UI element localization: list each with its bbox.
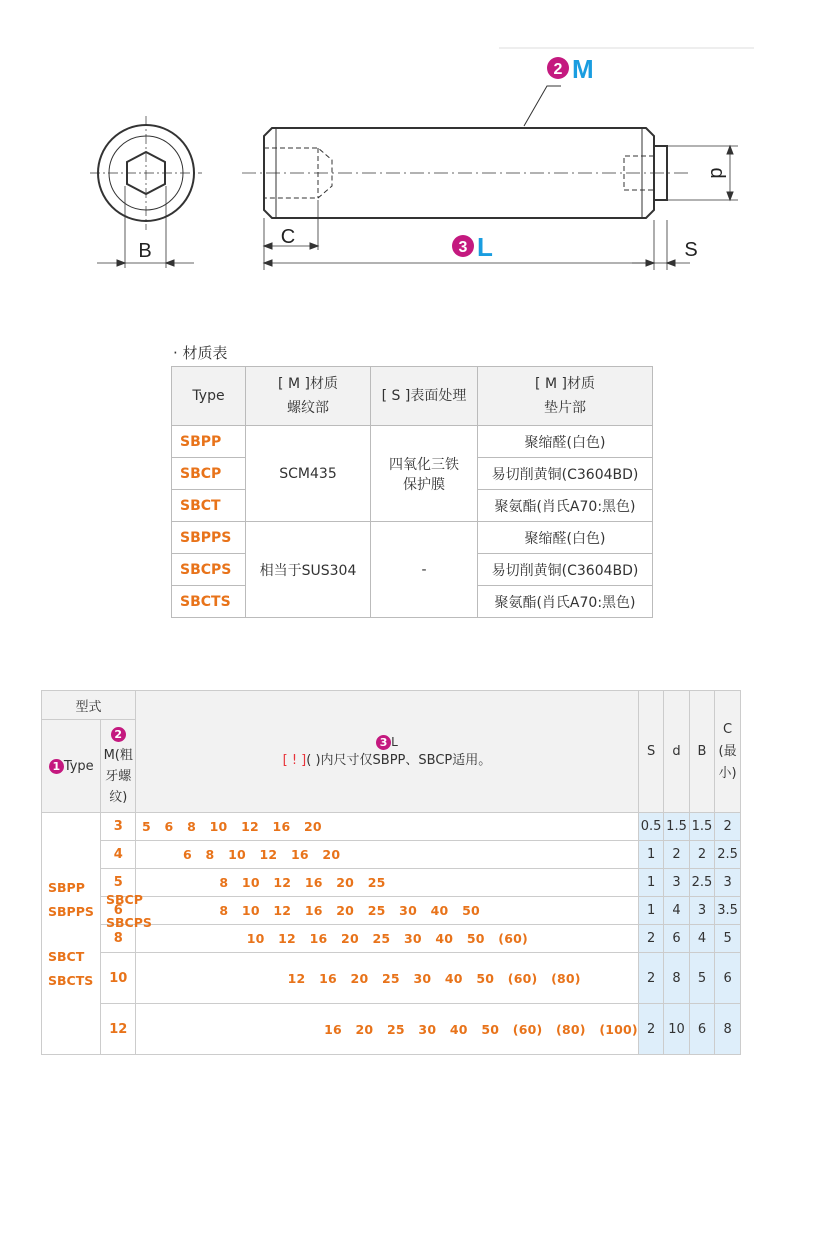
length-values: 16 20 25 30 40 50 (60) (80) (100) xyxy=(136,1004,639,1055)
type-code: SBCTS xyxy=(172,586,246,618)
header-m-thread: [ M ]材质 螺纹部 xyxy=(246,367,371,426)
value-s: 2 xyxy=(638,1004,663,1055)
value-s: 1 xyxy=(638,897,663,925)
value-b: 1.5 xyxy=(689,813,714,841)
value-d: 2 xyxy=(664,841,689,869)
table-row xyxy=(42,1004,741,1055)
value-c: 3 xyxy=(715,869,741,897)
thread-size: 10 xyxy=(101,953,136,1004)
header-type: Type xyxy=(172,367,246,426)
header-type-text: Type xyxy=(63,758,94,774)
header-s-surface: [ S ]表面处理 xyxy=(371,367,478,426)
label-l: L xyxy=(477,232,493,262)
value-d: 3 xyxy=(664,869,689,897)
length-values: 12 16 20 25 30 40 50 (60) (80) xyxy=(136,953,639,1004)
value-c: 2 xyxy=(715,813,741,841)
value-b: 4 xyxy=(689,925,714,953)
material-table xyxy=(171,366,653,618)
table-row xyxy=(42,869,741,897)
header-l xyxy=(136,691,639,813)
value-b: 2.5 xyxy=(689,869,714,897)
value-s: 2 xyxy=(638,925,663,953)
pad-material: 聚氨酯(肖氏A70:黑色) xyxy=(478,586,653,618)
thread-material: 相当于SUS304 xyxy=(246,522,371,618)
type-code: SBPPS xyxy=(172,522,246,554)
type-code: SBCPS xyxy=(172,554,246,586)
type-code: SBCTS xyxy=(48,973,94,988)
table-row xyxy=(42,813,741,841)
header-l-note-text: ( )内尺寸仅SBPP、SBCP适用。 xyxy=(306,753,492,768)
spec-table xyxy=(41,690,741,1055)
value-c: 5 xyxy=(715,925,741,953)
length-values: 10 12 16 20 25 30 40 50 (60) xyxy=(136,925,639,953)
material-row xyxy=(172,426,653,458)
dim-c-label: C xyxy=(280,226,296,248)
material-row xyxy=(172,522,653,554)
pad-material: 易切削黄铜(C3604BD) xyxy=(478,458,653,490)
spec-body xyxy=(42,813,741,1055)
badge-1-icon: 1 xyxy=(49,759,64,774)
warning-mark-icon: [ ! ] xyxy=(282,753,307,768)
value-b: 2 xyxy=(689,841,714,869)
thread-size: 8 xyxy=(101,925,136,953)
type-code: SBPP xyxy=(48,880,85,895)
value-d: 4 xyxy=(664,897,689,925)
value-s: 1 xyxy=(638,841,663,869)
type-code: SBCT xyxy=(48,949,85,964)
thread-size: 4 xyxy=(101,841,136,869)
badge-2-icon: 2 xyxy=(111,727,126,742)
spec-header-row-1 xyxy=(42,691,741,720)
type-code: SBCT xyxy=(172,490,246,522)
pad-material: 易切削黄铜(C3604BD) xyxy=(478,554,653,586)
dim-s-label: S xyxy=(684,239,698,261)
type-code: SBCP xyxy=(106,892,143,907)
header-b: B xyxy=(689,691,714,813)
header-l-note xyxy=(283,753,492,768)
header-m: 2 M(粗 牙螺 纹) xyxy=(101,720,136,813)
badge-3-number: 3 xyxy=(458,239,468,256)
value-b: 3 xyxy=(689,897,714,925)
value-s: 2 xyxy=(638,953,663,1004)
dim-d-label: d xyxy=(706,167,728,179)
thread-size: 6 xyxy=(101,897,136,925)
header-d: d xyxy=(664,691,689,813)
type-code: SBPP xyxy=(172,426,246,458)
value-b: 5 xyxy=(689,953,714,1004)
badge-3-icon: 3 xyxy=(376,735,391,750)
thread-material: SCM435 xyxy=(246,426,371,522)
value-s: 0.5 xyxy=(638,813,663,841)
material-caption-text: 材质表 xyxy=(182,344,228,362)
value-c: 8 xyxy=(715,1004,741,1055)
length-values: 8 10 12 16 20 25 30 40 50 xyxy=(136,897,639,925)
value-d: 1.5 xyxy=(664,813,689,841)
value-d: 8 xyxy=(664,953,689,1004)
length-values: 6 8 10 12 16 20 xyxy=(136,841,639,869)
value-c: 6 xyxy=(715,953,741,1004)
type-code: SBPPS xyxy=(48,904,94,919)
header-type-group: 型式 xyxy=(42,691,136,720)
header-l-text: L xyxy=(391,735,398,749)
value-c: 2.5 xyxy=(715,841,741,869)
dim-b-label: B xyxy=(138,240,152,262)
table-row xyxy=(42,953,741,1004)
value-d: 6 xyxy=(664,925,689,953)
thread-size: 3 xyxy=(101,813,136,841)
length-values: 8 10 12 16 20 25 xyxy=(136,869,639,897)
pad-material: 聚氨酯(肖氏A70:黑色) xyxy=(478,490,653,522)
value-d: 10 xyxy=(664,1004,689,1055)
thread-size: 5 xyxy=(101,869,136,897)
type-code: SBCPS xyxy=(106,915,152,930)
value-s: 1 xyxy=(638,869,663,897)
pad-material: 聚缩醛(白色) xyxy=(478,426,653,458)
pad-material: 聚缩醛(白色) xyxy=(478,522,653,554)
material-header-row xyxy=(172,367,653,426)
header-s: S xyxy=(638,691,663,813)
header-m-pad: [ M ]材质 垫片部 xyxy=(478,367,653,426)
header-type xyxy=(42,720,101,813)
badge-2-number: 2 xyxy=(553,61,563,78)
length-values: 5 6 8 10 12 16 20 xyxy=(136,813,639,841)
value-b: 6 xyxy=(689,1004,714,1055)
value-c: 3.5 xyxy=(715,897,741,925)
technical-drawing xyxy=(0,0,821,300)
label-m: M xyxy=(572,54,594,84)
surface-treatment: - xyxy=(371,522,478,618)
thread-size: 12 xyxy=(101,1004,136,1055)
header-c: C (最 小) xyxy=(715,691,741,813)
material-caption: · 材质表 xyxy=(173,344,228,362)
type-code: SBCP xyxy=(172,458,246,490)
surface-treatment: 四氧化三铁 保护膜 xyxy=(371,426,478,522)
table-row xyxy=(42,841,741,869)
